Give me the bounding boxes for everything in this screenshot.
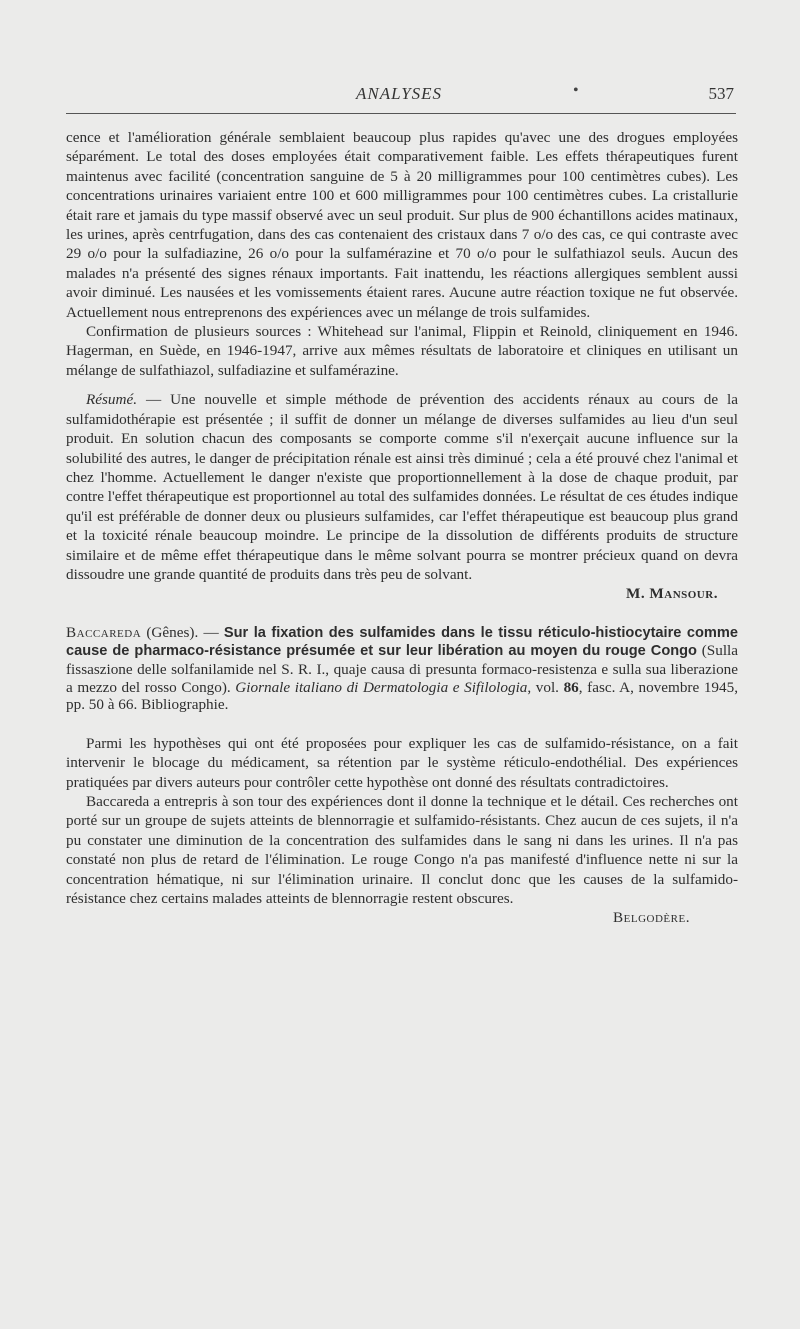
article2-paragraph-1: Parmi les hypothèses qui ont été proposées pour expliquer les cas de sulfamido-résistance, on a fait intervenir le blocage du médicament, sa rétention par le système réticulo-endothélial. Des expériences pratiquées par divers auteurs pour contrôler cette hypothèse ont donné des résultats contradictoires. bbox=[66, 734, 738, 791]
article1-resume bbox=[66, 390, 738, 584]
signature-mansour: M. Mansour. bbox=[625, 585, 718, 603]
article2-subtitle: (Sulla fissaszione delle solfanilamide nel S. R. I., quaje causa di presunta formaco-resistenza e sulla sua liberazione a mezzo del rosso Congo). bbox=[66, 642, 739, 696]
article2-volume: 86 bbox=[563, 678, 579, 696]
article2-details: , fasc. A, novembre 1945, pp. 50 à 66. Bibliographie. bbox=[66, 678, 738, 714]
article2-vol-pre: , vol. bbox=[527, 678, 564, 696]
page-body bbox=[66, 128, 738, 928]
article2-reference bbox=[66, 624, 738, 714]
article2-journal: Giornale italiano di Dermatologia e Sifilologia bbox=[235, 678, 528, 696]
resume-text: — Une nouvelle et simple méthode de prévention des accidents rénaux au cours de la sulfamidothérapie est présentée ; il suffit de donner un mélange de diverses sulfamides au lieu d'un seul produit. En solution chacun des composants se comporte comme s'il n'exerçait aucune influence sur la solubilité des autres, le danger de précipitation rénale est ainsi très diminué ; cela a été prouvé chez l'animal et chez l'homme. Actuellement le danger n'existe que proportionnellement à la dose de chaque produit, par contre l'effet thérapeutique est proportionnel au total des sulfamides données. Le résultat de ces études indique qu'il est préférable de donner deux ou plusieurs sulfamides, car l'effet thérapeutique est beaucoup plus grand et la toxicité rénale beaucoup moindre. Le principe de la dissolution de différents produits de structure similaire et de même effet thérapeutique dans le même solvant pourra se montrer précieux quand on devra dissoudre une grande quantité de produits dans très peu de solvant. bbox=[66, 391, 738, 583]
article2-author: Baccareda bbox=[66, 623, 142, 641]
resume-label: Résumé. bbox=[86, 391, 138, 409]
article1-signature bbox=[66, 584, 738, 603]
article2-signature bbox=[66, 908, 738, 927]
header-dot: • bbox=[573, 82, 579, 99]
page-number: 537 bbox=[708, 84, 734, 103]
header-rule bbox=[66, 113, 736, 114]
running-title: ANALYSES bbox=[356, 84, 443, 103]
signature-belgodere: Belgodère. bbox=[613, 909, 690, 927]
article2-paragraph-2: Baccareda a entrepris à son tour des expériences dont il donne la technique et le détail. Ces recherches ont porté sur un groupe de sujets atteints de blennorragie et sulfamido-résistants. Chez aucun de ces sujets, il n'a pu constater une diminution de la concentration des sulfamides dans le sang ni dans les urines. Il n'a pas constaté non plus de retard de l'élimination. Le rouge Congo n'a pas manifesté d'influence nette ni sur la concentration hématique, ni sur l'élimination urinaire. Il conclut donc que les causes de la sulfamido-résistance chez certains malades atteints de blennorragie restent obscures. bbox=[66, 792, 738, 907]
article1-paragraph-2: Confirmation de plusieurs sources : Whitehead sur l'animal, Flippin et Reinold, cliniquement en 1946. Hagerman, en Suède, en 1946-1947, arrive aux mêmes résultats de laboratoire et cliniques en utilisant un mélange de sulfathiazol, sulfadiazine et sulfamérazine. bbox=[66, 323, 738, 379]
running-header bbox=[66, 80, 736, 108]
article1-paragraph-1: cence et l'amélioration générale semblaient beaucoup plus rapides qu'avec une des drogues employées séparément. Le total des doses employées était comparativement faible. Les effets thérapeutiques furent maintenus avec facilité (concentration sanguine de 5 à 20 milligrammes pour 100 centimètres cubes). Les concentrations urinaires variaient entre 100 et 600 milligrammes pour 100 centimètres cubes. La cristallurie était rare et jamais du type massif observé avec un seul produit. Sur plus de 900 échantillons acides matinaux, les urines, après centrfugation, dans des cas contenaient des cristaux dans 7 o/o des cas, ce qui contraste avec 29 o/o pour la sulfadiazine, 26 o/o pour la sulfamérazine et 70 o/o pour le sulfathiazol seuls. Aucun des malades n'a présenté des signes rénaux importants. Fait inattendu, les réactions allergiques semblent aussi avoir diminué. Les nausées et les vomissements étaient rares. Aucune autre réaction toxique ne fut observée. Actuellement nous entreprenons des expériences avec un mélange de trois sulfamides. bbox=[66, 129, 738, 321]
article2-title: Sur la fixation des sulfamides dans le tissu réticulo-histiocytaire comme cause de pharmaco-résistance présumée et sur leur libération au moyen du rouge Congo bbox=[66, 624, 738, 660]
article2-city: (Gênes). — bbox=[141, 623, 224, 641]
